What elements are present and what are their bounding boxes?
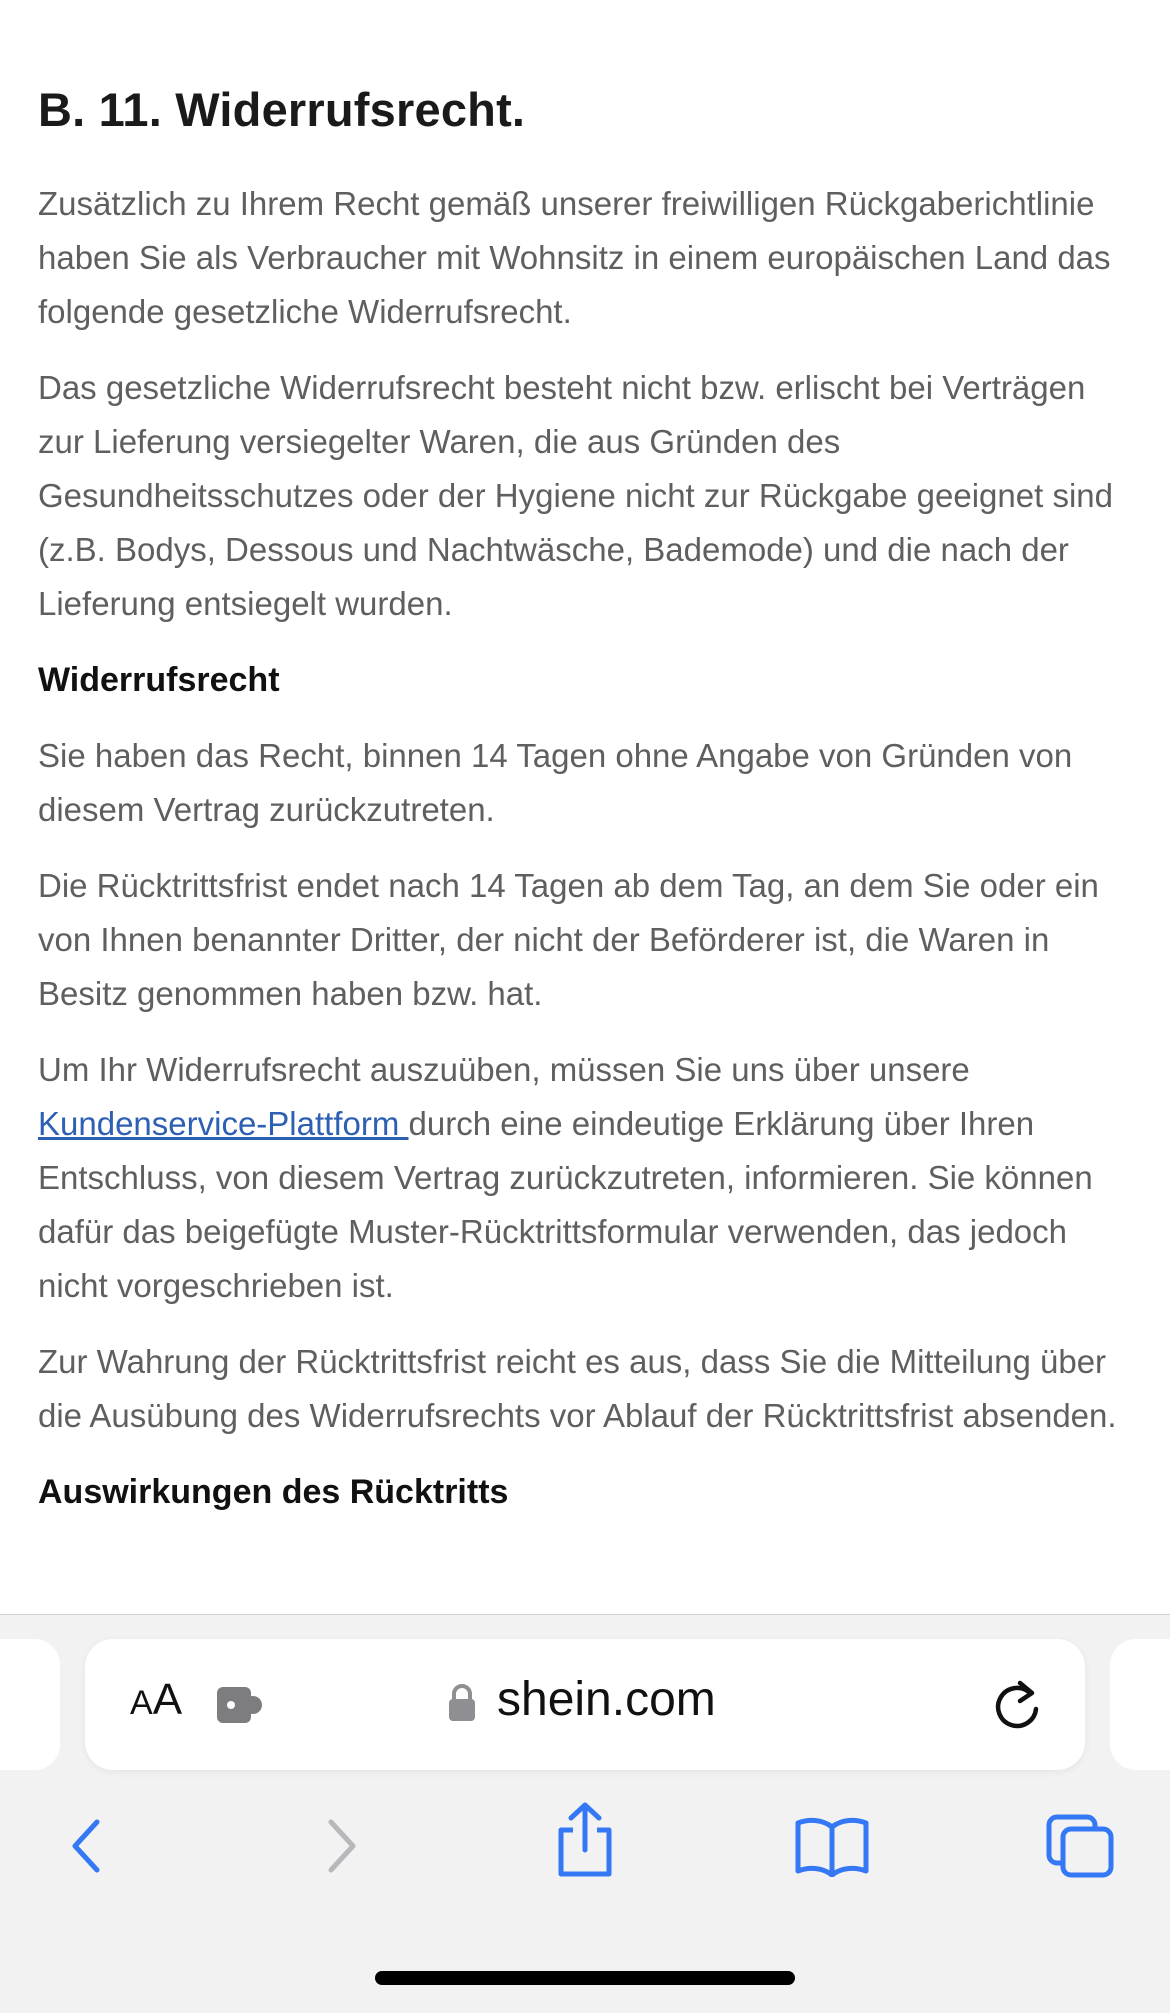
reader-settings-button[interactable] (130, 1675, 182, 1725)
reload-icon[interactable] (990, 1675, 1046, 1735)
section-heading-widerrufsrecht: Widerrufsrecht (38, 661, 280, 699)
paragraph-intro: Zusätzlich zu Ihrem Recht gemäß unserer freiwilligen Rückgaberichtlinie haben Sie als Verbraucher mit Wohnsitz in einem europäischen Land das folgende gesetzliche Widerrufsrecht. (38, 185, 1111, 330)
puzzle-extension-icon[interactable] (215, 1683, 267, 1727)
aa-big: A (152, 1675, 183, 1724)
page-title: B. 11. Widerrufsrecht. (38, 83, 526, 136)
aa-small: A (130, 1684, 153, 1722)
paragraph-exclusions: Das gesetzliche Widerrufsrecht besteht nicht bzw. erlischt bei Verträgen zur Lieferung versiegelter Waren, die aus Gründen des Gesundheitsschutzes oder der Hygiene nicht zur Rückgabe geeignet sind (z.B. Bodys, Dessous und Nachtwäsche, Bademode) und die nach der Lieferung entsiegelt wurden. (38, 369, 1113, 622)
forward-button[interactable] (296, 1806, 386, 1886)
tabs-button[interactable] (1035, 1806, 1125, 1886)
forward-chevron-icon (321, 1816, 361, 1876)
paragraph-exercise (38, 1043, 1132, 1313)
paragraph-exercise-end: durch eine eindeutige Erklärung über Ihren Entschluss, von diesem Vertrag zurückzutreten, informieren. Sie können dafür das beigefügte Muster-Rücktrittsformular verwenden, das jedoch nicht vorgeschrieben ist. (38, 1105, 1093, 1304)
section-heading-effects: Auswirkungen des Rücktritts (38, 1473, 509, 1511)
url-text[interactable]: shein.com (497, 1673, 716, 1726)
paragraph-timeliness: Zur Wahrung der Rücktrittsfrist reicht es aus, dass Sie die Mitteilung über die Ausübung des Widerrufsrechts vor Ablauf der Rücktrittsfrist absenden. (38, 1343, 1117, 1434)
tabs-icon (1045, 1813, 1115, 1879)
lock-icon (447, 1683, 477, 1723)
previous-tab-preview[interactable] (0, 1639, 60, 1770)
paragraph-exercise-start: Um Ihr Widerrufsrecht auszuüben, müssen Sie uns über unsere (38, 1051, 970, 1088)
back-chevron-icon (67, 1816, 107, 1876)
bookmarks-button[interactable] (787, 1806, 877, 1886)
next-tab-preview[interactable] (1110, 1639, 1170, 1770)
home-indicator[interactable] (375, 1971, 795, 1985)
share-icon (553, 1800, 617, 1880)
customer-service-platform-link[interactable]: Kundenservice-Plattform (38, 1105, 409, 1142)
address-bar[interactable] (85, 1639, 1085, 1770)
paragraph-deadline: Die Rücktrittsfrist endet nach 14 Tagen ab dem Tag, an dem Sie oder ein von Ihnen benannter Dritter, der nicht der Beförderer ist, die Waren in Besitz genommen haben bzw. hat. (38, 867, 1099, 1012)
bookmarks-book-icon (794, 1815, 870, 1877)
share-button[interactable] (540, 1800, 630, 1880)
paragraph-right: Sie haben das Recht, binnen 14 Tagen ohne Angabe von Gründen von diesem Vertrag zurückzutreten. (38, 737, 1073, 828)
back-button[interactable] (42, 1806, 132, 1886)
